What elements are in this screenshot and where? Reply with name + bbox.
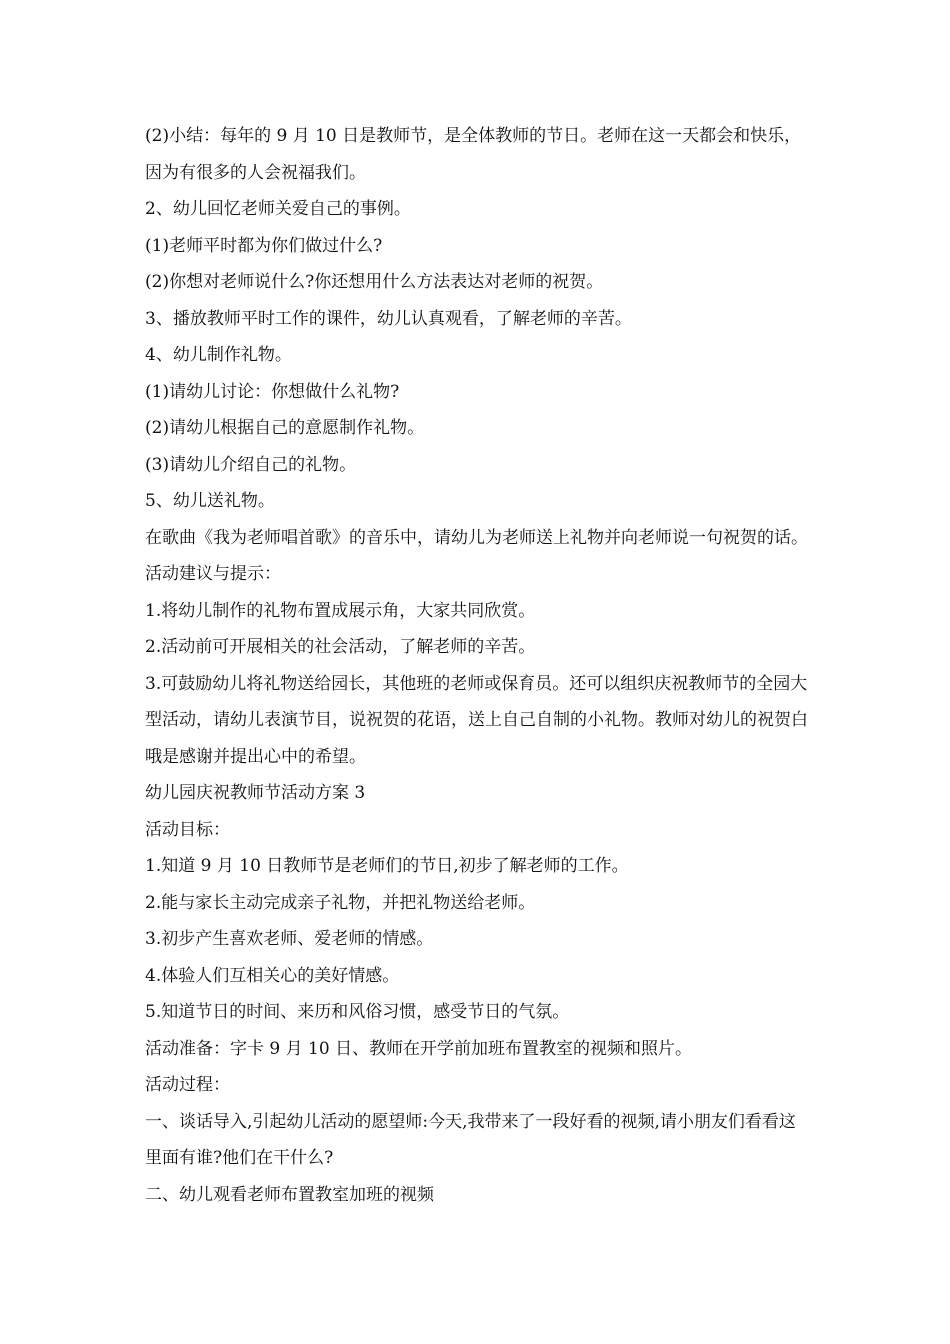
paragraph-step-4-3: (3)请幼儿介绍自己的礼物。	[145, 454, 357, 475]
paragraph-summary: (2)小结：每年的 9 月 10 日是教师节，是全体教师的节日。老师在这一天都会和快乐，因为有很多的人会祝福我们。	[145, 126, 802, 183]
paragraph-step-2-1: (1)老师平时都为你们做过什么?	[145, 235, 383, 256]
paragraph-goal-5: 5.知道节日的时间、来历和风俗习惯，感受节日的气氛。	[145, 1002, 570, 1022]
paragraph-step-4: 4、幼儿制作礼物。	[145, 345, 292, 365]
paragraph-step-4-1: (1)请幼儿讨论：你想做什么礼物?	[145, 381, 400, 402]
heading-goals: 活动目标：	[145, 819, 230, 840]
paragraph-goal-4: 4.体验人们互相关心的美好情感。	[145, 965, 400, 986]
document-body	[145, 118, 810, 1213]
paragraph-song: 在歌曲《我为老师唱首歌》的音乐中，请幼儿为老师送上礼物并向老师说一句祝贺的话。	[145, 527, 808, 548]
paragraph-step-4-2: (2)请幼儿根据自己的意愿制作礼物。	[145, 418, 425, 438]
paragraph-suggestion-2: 2.活动前可开展相关的社会活动，了解老师的辛苦。	[145, 637, 536, 657]
paragraph-step-2-2: (2)你想对老师说什么?你还想用什么方法表达对老师的祝贺。	[145, 272, 604, 292]
heading-plan-3: 幼儿园庆祝教师节活动方案 3	[145, 783, 366, 803]
paragraph-step-2: 2、幼儿回忆老师关爱自己的事例。	[145, 199, 411, 219]
paragraph-step-5: 5、幼儿送礼物。	[145, 491, 275, 511]
heading-process: 活动过程：	[145, 1075, 230, 1095]
paragraph-goal-3: 3.初步产生喜欢老师、爱老师的情感。	[145, 929, 434, 949]
paragraph-goal-1: 1.知道 9 月 10 日教师节是老师们的节日,初步了解老师的工作。	[145, 856, 629, 876]
heading-suggestions: 活动建议与提示：	[145, 564, 281, 584]
paragraph-goal-2: 2.能与家长主动完成亲子礼物，并把礼物送给老师。	[145, 892, 536, 913]
paragraph-process-1: 一、谈话导入,引起幼儿活动的愿望师:今天,我带来了一段好看的视频,请小朋友们看看这里面有谁?他们在干什么?	[145, 1111, 796, 1168]
paragraph-suggestion-1: 1.将幼儿制作的礼物布置成展示角，大家共同欣赏。	[145, 600, 536, 621]
paragraph-suggestion-3: 3.可鼓励幼儿将礼物送给园长，其他班的老师或保育员。还可以组织庆祝教师节的全园大型活动，请幼儿表演节目，说祝贺的花语，送上自己自制的小礼物。教师对幼儿的祝贺白哦是感谢并提出心中的希望。	[145, 673, 808, 767]
paragraph-step-3: 3、播放教师平时工作的课件，幼儿认真观看，了解老师的辛苦。	[145, 308, 632, 329]
paragraph-preparation: 活动准备：字卡 9 月 10 日、教师在开学前加班布置教室的视频和照片。	[145, 1038, 693, 1059]
paragraph-process-2: 二、幼儿观看老师布置教室加班的视频	[145, 1184, 434, 1205]
